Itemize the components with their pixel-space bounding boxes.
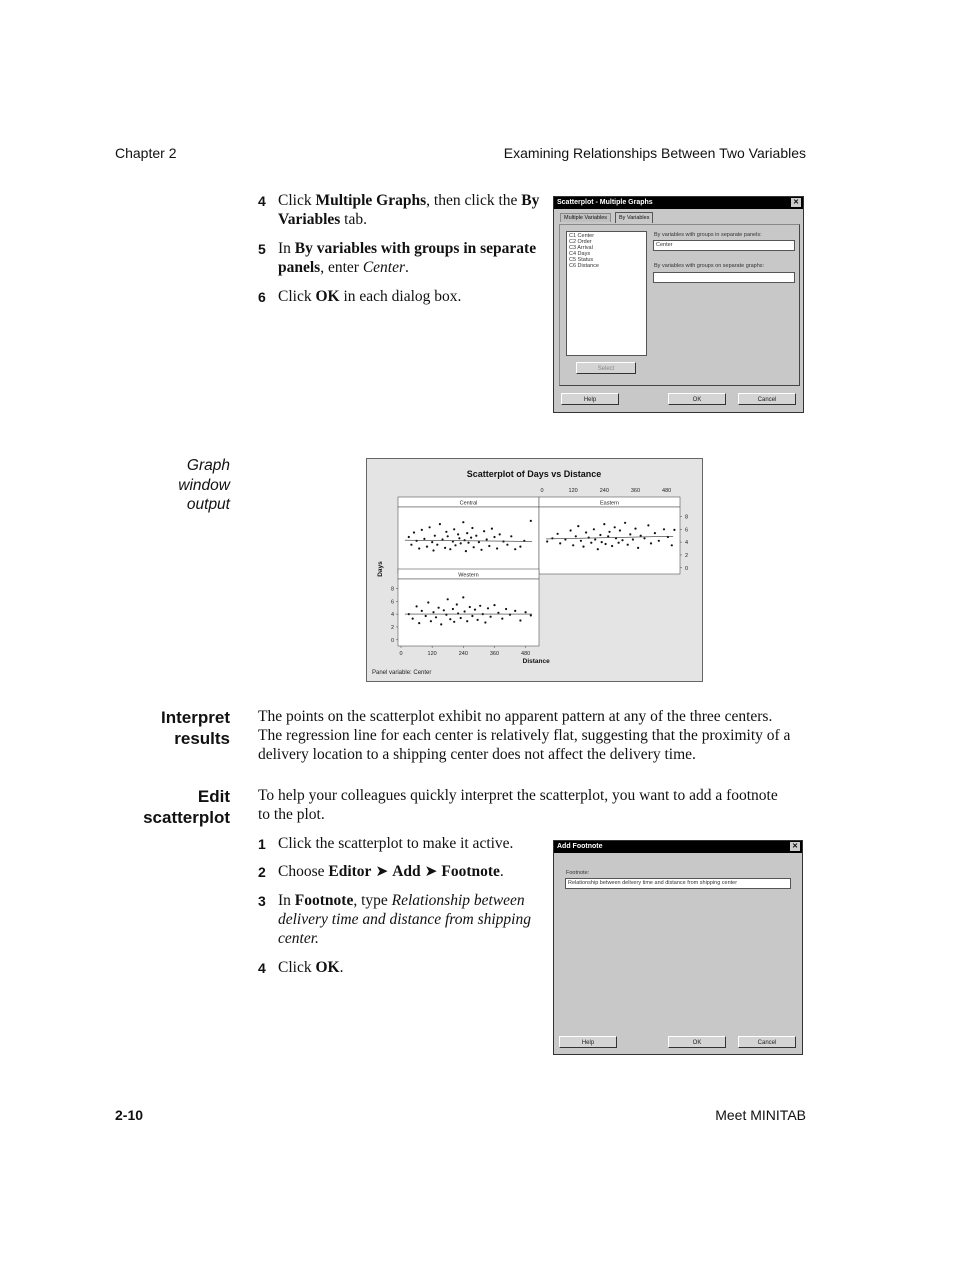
data-point [449,618,451,620]
data-point [605,543,607,545]
data-point [438,607,440,609]
column-item[interactable]: C1 Center [569,233,595,239]
step-2-choose-footnote: 2 Choose Editor ➤ Add ➤ Footnote. [258,863,504,880]
data-point [474,609,476,611]
data-point [601,541,603,543]
data-point [570,529,572,531]
data-point [510,535,512,537]
data-point [493,536,495,538]
data-point [453,528,455,530]
data-point [429,526,431,528]
book-title: Meet MINITAB [715,1107,806,1123]
cancel-button[interactable]: Cancel [738,393,796,405]
data-point [452,608,454,610]
data-point [412,618,414,620]
data-point [546,540,548,542]
data-point [577,525,579,527]
close-icon[interactable]: ✕ [791,198,801,207]
y-tick-label-right: 2 [685,552,689,559]
multiple-graphs-dialog [553,196,804,413]
data-point [471,527,473,529]
data-point [434,535,436,537]
graphs-input[interactable] [653,272,795,283]
step-4-click-ok: 4 Click OK. [258,959,344,976]
data-point [475,535,477,537]
panel-label: Central [459,500,478,507]
y-tick-label-left: 8 [390,586,394,593]
data-point [478,541,480,543]
data-point [643,537,645,539]
data-point [491,528,493,530]
y-axis-title: Days [377,561,384,577]
data-point [454,544,456,546]
data-point [588,537,590,539]
data-point [501,618,503,620]
data-point [637,547,639,549]
data-point [431,541,433,543]
data-point [608,531,610,533]
x-tick-label-top: 360 [630,488,641,494]
data-point [421,529,423,531]
step-5-by-variables: 5 In By variables with groups in separate panels, enter Center. [258,240,537,276]
panel-label: Western [458,572,479,579]
data-point [640,535,642,537]
column-item[interactable]: C4 Days [569,251,591,257]
data-point [673,529,675,531]
data-point [464,610,466,612]
column-item[interactable]: C5 Status [569,257,594,263]
data-point [449,548,451,550]
scatterplot-graph[interactable] [366,458,703,682]
data-point [435,616,437,618]
interpret-results-heading: Interpret results [161,708,230,748]
data-point [462,596,464,598]
data-point [456,603,458,605]
step-3-type-footnote: 3 In Footnote, type Relationship between delivery time and distance from shipping center. [258,892,531,947]
data-point [436,544,438,546]
x-tick-label-top: 240 [599,488,609,494]
data-point [466,532,468,534]
data-point [514,548,516,550]
data-point [585,531,587,533]
x-tick-label: 480 [521,651,531,657]
data-point [582,546,584,548]
data-point [426,546,428,548]
data-point [618,542,620,544]
data-point [629,533,631,535]
footnote-label: Footnote: [566,870,590,876]
panel-plot-area [398,579,539,646]
data-point [614,526,616,528]
step-6-click-ok: 6 Click OK in each dialog box. [258,288,462,305]
data-point [427,601,429,603]
data-point [439,523,441,525]
x-tick-label: 120 [427,651,437,657]
x-axis-title: Distance [522,658,550,665]
data-point [572,544,574,546]
data-point [487,607,489,609]
data-point [479,605,481,607]
y-tick-label-left: 2 [390,624,394,631]
step-number: 2 [258,864,266,880]
data-point [650,542,652,544]
close-icon[interactable]: ✕ [790,842,800,851]
step-number: 4 [258,193,266,209]
data-point [484,621,486,623]
data-point [505,608,507,610]
step-number: 4 [258,960,266,976]
data-point [497,612,499,614]
data-point [432,549,434,551]
y-tick-label-left: 0 [390,637,394,644]
step-number: 5 [258,241,266,257]
data-point [480,549,482,551]
dialog-title: Scatterplot - Multiple Graphs ✕ [554,197,803,209]
data-point [425,615,427,617]
data-point [458,537,460,539]
data-point [473,546,475,548]
chapter-label: Chapter 2 [115,145,177,161]
y-tick-label-left: 4 [390,612,394,619]
data-point [460,542,462,544]
data-point [514,610,516,612]
help-button[interactable]: Help [559,1036,617,1048]
data-point [599,534,601,536]
data-point [460,617,462,619]
y-tick-label-right: 6 [685,527,689,534]
y-tick-label-left: 6 [390,599,394,606]
data-point [432,611,434,613]
y-tick-label-right: 8 [685,514,689,521]
step-1-click-scatterplot: 1 Click the scatterplot to make it active. [258,835,514,852]
data-point [421,610,423,612]
data-point [654,532,656,534]
panels-input[interactable]: Center [653,240,795,251]
data-point [597,548,599,550]
x-tick-label: 240 [458,651,468,657]
dialog-title: Add Footnote ✕ [554,841,802,853]
page-number: 2-10 [115,1107,144,1123]
data-point [416,605,418,607]
step-number: 6 [258,289,266,305]
data-point [525,611,527,613]
data-point [447,598,449,600]
column-item[interactable]: C3 Arrival [569,245,593,251]
graph-window-output-label: Graph window output [178,457,230,513]
step-number: 3 [258,893,266,909]
column-item[interactable]: C6 Distance [569,263,599,269]
data-point [465,550,467,552]
data-point [627,544,629,546]
data-point [447,535,449,537]
data-point [580,540,582,542]
data-point [408,536,410,538]
data-point [502,540,504,542]
data-point [496,547,498,549]
tab-by-variables[interactable]: By Variables [615,212,653,223]
data-point [471,615,473,617]
data-point [445,531,447,533]
interpret-paragraph: The points on the scatterplot exhibit no apparent pattern at any of the three centers. The regression line for each center is relatively flat, suggesting that the proximity of a delivery location to a shipping center does not affect the delivery time. [258,708,791,763]
data-point [632,538,634,540]
data-point [557,533,559,535]
data-point [466,620,468,622]
data-point [559,542,561,544]
data-point [483,530,485,532]
column-list[interactable] [566,231,647,356]
cancel-button[interactable]: Cancel [738,1036,796,1048]
data-point [634,528,636,530]
data-point [444,547,446,549]
data-point [457,533,459,535]
data-point [469,606,471,608]
edit-paragraph: To help your colleagues quickly interpret the scatterplot, you want to add a footnote to the plot. [258,787,778,823]
select-button[interactable]: Select [576,362,636,374]
data-point [530,614,532,616]
data-point [462,521,464,523]
footnote-input[interactable]: Relationship between delivery time and distance from shipping center [565,878,791,889]
data-point [423,538,425,540]
data-point [593,528,595,530]
data-point [418,622,420,624]
data-point [647,524,649,526]
step-number: 1 [258,836,266,852]
edit-scatterplot-heading: Edit scatterplot [143,787,230,827]
y-tick-label-right: 0 [685,565,689,572]
step-4-multiple-graphs: 4 Click Multiple Graphs, then click the By Variables tab. [258,192,540,228]
panel-variable-note: Panel variable: Center [372,670,432,676]
data-point [486,538,488,540]
x-tick-label-top: 480 [662,488,672,494]
ok-button[interactable]: OK [668,1036,726,1048]
data-point [430,620,432,622]
data-point [493,604,495,606]
graphs-label: By variables with groups on separate graphs: [654,263,765,269]
help-button[interactable]: Help [561,393,619,405]
x-tick-label: 360 [489,651,500,657]
tab-multiple-variables[interactable]: Multiple Variables [560,213,611,222]
add-footnote-dialog [553,840,803,1055]
data-point [663,528,665,530]
data-point [477,619,479,621]
data-point [624,522,626,524]
data-point [418,547,420,549]
data-point [619,529,621,531]
data-point [611,545,613,547]
data-point [590,542,592,544]
data-point [603,523,605,525]
panel-label: Eastern [600,500,619,507]
data-point [413,531,415,533]
data-point [443,609,445,611]
data-point [506,544,508,546]
x-tick-label: 0 [399,651,403,657]
data-point [621,539,623,541]
panels-label: By variables with groups in separate panels: [654,232,762,238]
data-point [467,542,469,544]
section-title: Examining Relationships Between Two Variables [503,145,806,161]
ok-button[interactable]: OK [668,393,726,405]
data-point [607,535,609,537]
data-point [519,619,521,621]
data-point [530,520,532,522]
data-point [519,546,521,548]
x-tick-label-top: 0 [540,488,544,494]
data-point [671,544,673,546]
data-point [594,538,596,540]
data-point [499,533,501,535]
data-point [490,616,492,618]
data-point [658,540,660,542]
x-tick-label-top: 120 [568,488,578,494]
data-point [470,537,472,539]
y-tick-label-right: 4 [685,540,689,547]
data-point [575,535,577,537]
data-point [453,621,455,623]
data-point [410,544,412,546]
data-point [440,623,442,625]
data-point [488,545,490,547]
chart-title: Scatterplot of Days vs Distance [466,469,602,479]
column-item[interactable]: C2 Order [569,239,592,245]
